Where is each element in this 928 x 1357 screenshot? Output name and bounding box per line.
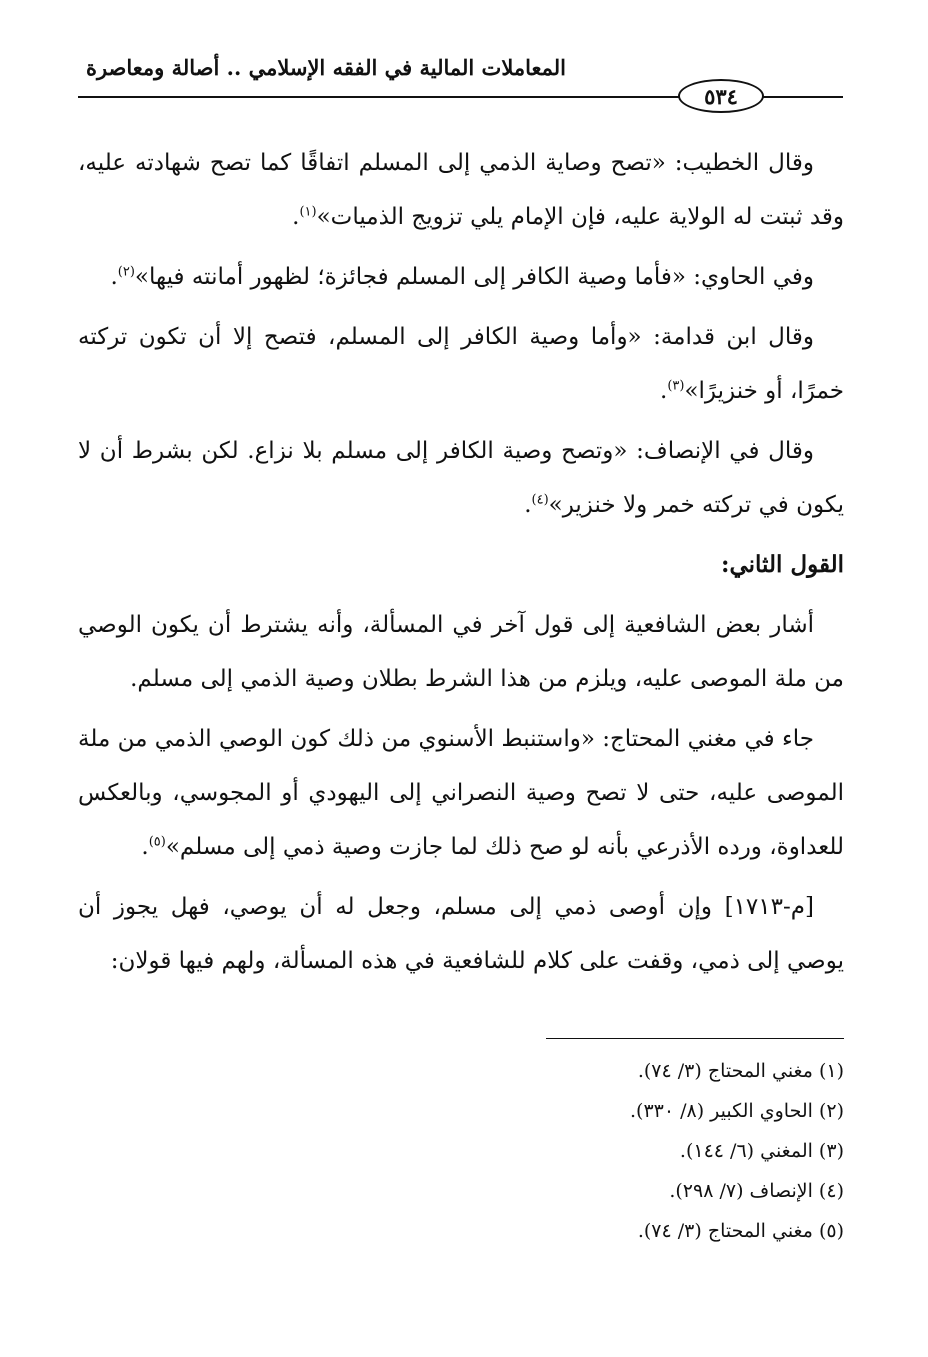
footnote-item: (١) مغني المحتاج (٣/ ٧٤). bbox=[637, 1060, 844, 1082]
footnote-ref: (١) bbox=[299, 204, 317, 220]
page-number-badge bbox=[678, 79, 764, 113]
running-title: المعاملات المالية في الفقه الإسلامي .. أصالة ومعاصرة bbox=[85, 55, 566, 80]
footnote-item: (٣) المغني (٦/ ١٤٤). bbox=[679, 1140, 844, 1162]
paragraph-hawi: وفي الحاوي: «فأما وصية الكافر إلى المسلم فجائزة؛ لظهور أمانته فيها»$^{(٢)}$. bbox=[110, 264, 814, 290]
footnote-item: (٤) الإنصاف (٧/ ٢٩٨). bbox=[669, 1180, 844, 1202]
footnote-item: (٢) الحاوي الكبير (٨/ ٣٣٠). bbox=[629, 1100, 844, 1122]
footnote-ref: (٣) bbox=[667, 378, 685, 394]
footnote-ref: (٤) bbox=[531, 492, 549, 508]
paragraph-issue-1713: [م-١٧١٣] وإن أوصى ذمي إلى مسلم، وجعل له أن يوصي، فهل يجوز أن يوصي إلى ذمي، وقفت على كلام للشافعية في هذه المسألة، ولهم فيها قولان: bbox=[78, 894, 844, 974]
paragraph-ibn-qudama: وقال ابن قدامة: «وأما وصية الكافر إلى المسلم، فتصح إلا أن تكون تركته خمرًا، أو خنزيرًا»$^{(٣)}$. bbox=[78, 324, 844, 404]
footnote-rule bbox=[546, 1038, 844, 1039]
main-text bbox=[78, 136, 844, 988]
section-heading: القول الثاني: bbox=[720, 551, 844, 578]
paragraph-mughni: جاء في مغني المحتاج: «واستنبط الأسنوي من ذلك كون الوصي الذمي من ملة الموصى عليه، حتى لا تصح وصية النصراني إلى اليهودي أو المجوسي، وبالعكس للعداوة، ورده الأذرعي بأنه لو صح ذلك لما جازت وصية ذمي إلى مسلم»$^{(٥)}$. bbox=[78, 726, 844, 860]
paragraph-insaf: وقال في الإنصاف: «وتصح وصية الكافر إلى مسلم بلا نزاع. لكن بشرط أن لا يكون في تركته خمر ولا خنزير»$^{(٤)}$. bbox=[78, 438, 844, 518]
paragraph-second-opinion: أشار بعض الشافعية إلى قول آخر في المسألة، وأنه يشترط أن يكون الوصي من ملة الموصى عليه، ويلزم من هذا الشرط بطلان وصية الذمي إلى مسلم. bbox=[78, 612, 844, 692]
paragraph-khatib: وقال الخطيب: «تصح وصاية الذمي إلى المسلم اتفاقًا كما تصح شهادته عليه، وقد ثبتت له الولاية عليه، فإن الإمام يلي تزويج الذميات»$^{(١)}$. bbox=[78, 150, 844, 230]
footnotes-list bbox=[424, 1051, 844, 1251]
page-number: ٥٣٤ bbox=[704, 83, 738, 109]
footnote-ref: (٥) bbox=[148, 834, 166, 850]
footnote-ref: (٢) bbox=[117, 264, 135, 280]
footnote-item: (٥) مغني المحتاج (٣/ ٧٤). bbox=[637, 1220, 844, 1242]
